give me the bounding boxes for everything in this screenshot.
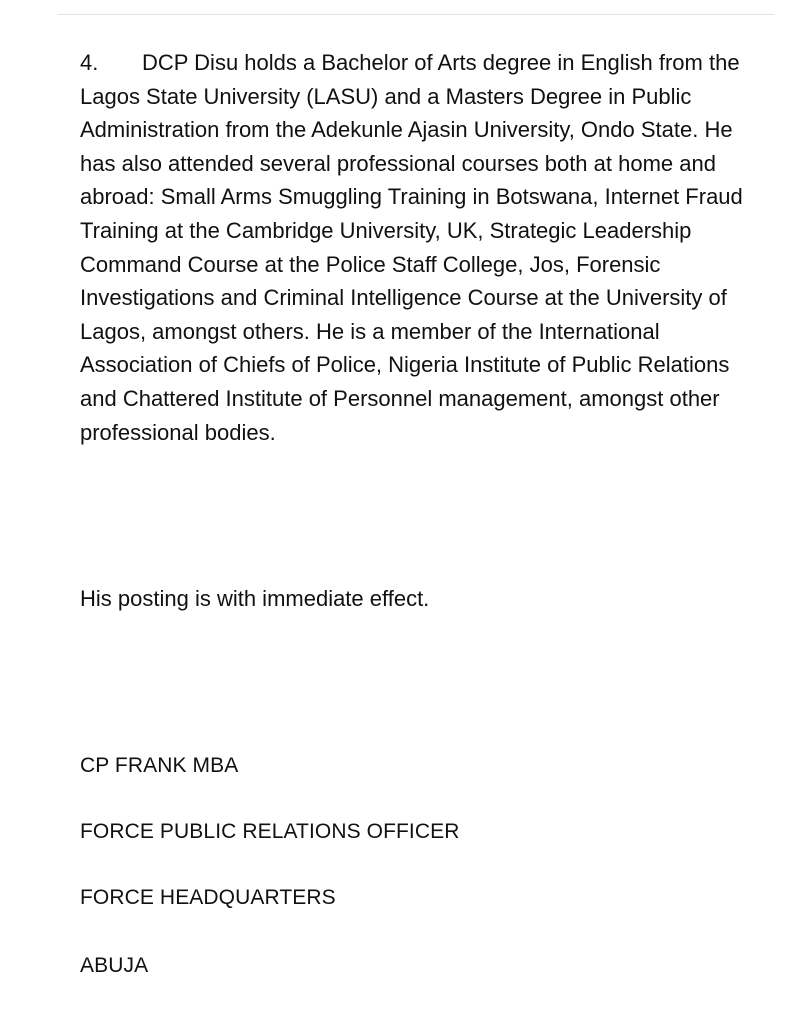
- paragraph-text: DCP Disu holds a Bachelor of Arts degree in English from the Lagos State University (LASU) and a Masters Degree in Public Administration from the Adekunle Ajasin University, Ondo State. He has also attended several professional courses both at home and abroad: Small Arms Smuggling Training in Botswana, Internet Fraud Training at the Cambridge University, UK, Strategic Leadership Command Course at the Police Staff College, Jos, Forensic Investigations and Criminal Intelligence Course at the University of Lagos, amongst others. He is a member of the International Association of Chiefs of Police, Nigeria Institute of Public Relations and Chattered Institute of Personnel management, amongst other professional bodies.: [80, 50, 743, 445]
- signatory-name: CP FRANK MBA: [80, 754, 239, 777]
- document-body: [80, 46, 760, 449]
- closing-statement: His posting is with immediate effect.: [80, 586, 430, 611]
- paragraph-number: 4.: [80, 50, 99, 75]
- signatory-location: ABUJA: [80, 954, 149, 977]
- signatory-office: FORCE HEADQUARTERS: [80, 886, 336, 909]
- paragraph-4: [80, 46, 760, 449]
- signatory-title: FORCE PUBLIC RELATIONS OFFICER: [80, 820, 460, 843]
- top-divider: [58, 14, 774, 15]
